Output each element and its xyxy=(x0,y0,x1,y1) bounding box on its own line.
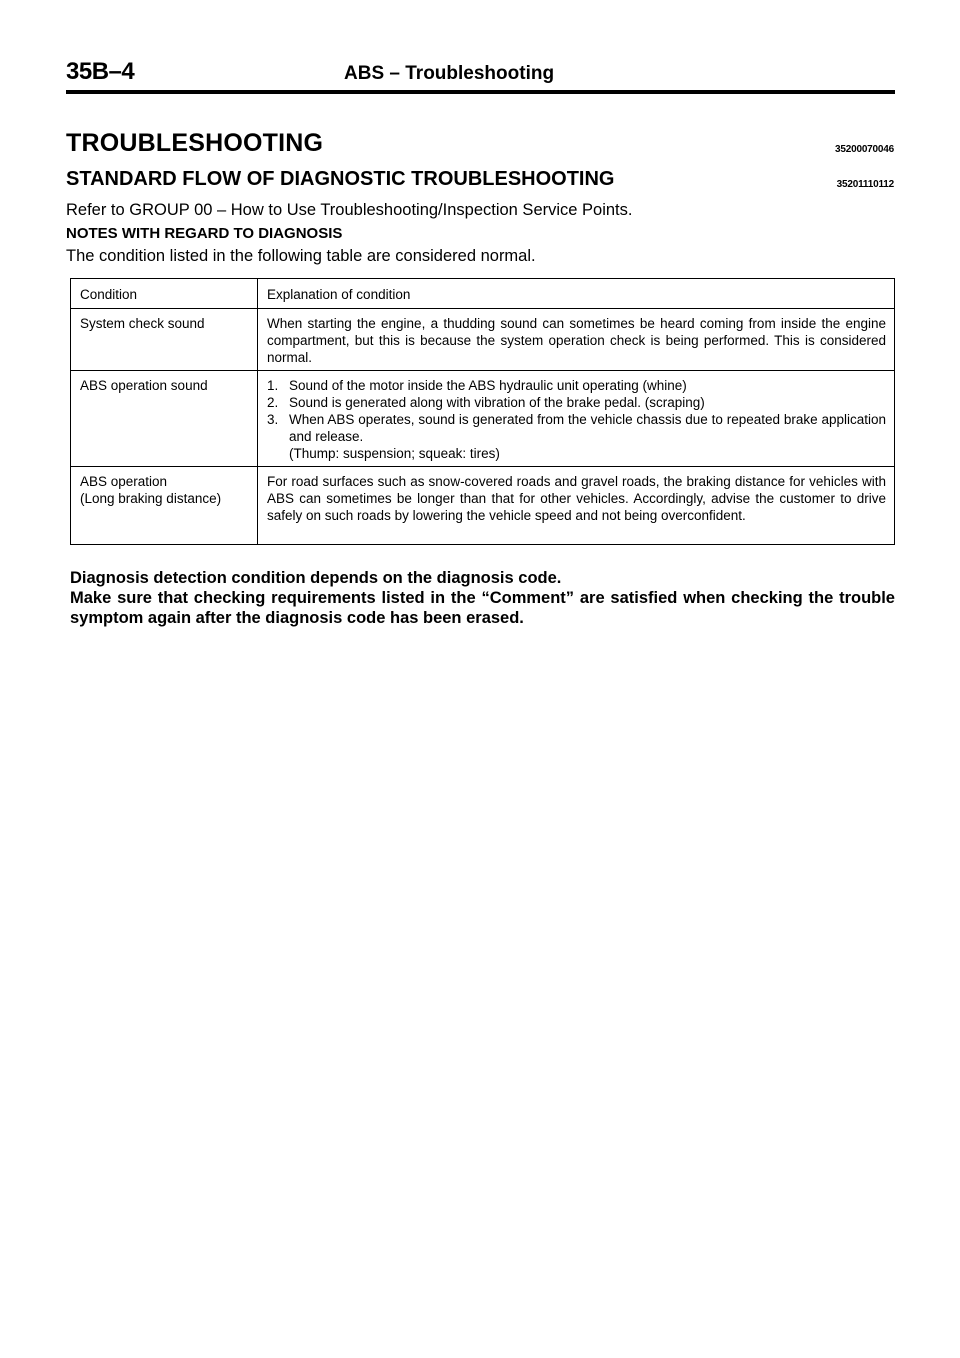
section-title: ABS – Troubleshooting xyxy=(344,63,555,84)
item-number: 2. xyxy=(267,395,279,410)
title-code: 35200070046 xyxy=(835,144,894,155)
explanation-cell: When starting the engine, a thudding sound can sometimes be heard coming from inside the engine compartment, but this is because the system operation check is being performed. This is considered normal. xyxy=(258,309,895,371)
list-item xyxy=(267,394,886,411)
condition-label: ABS operation xyxy=(80,474,168,489)
section-heading: STANDARD FLOW OF DIAGNOSTIC TROUBLESHOOTING xyxy=(66,168,615,190)
item-text: Sound is generated along with vibration of the brake pedal. (scraping) xyxy=(289,395,705,410)
page-title: TROUBLESHOOTING xyxy=(66,129,324,157)
condition-cell: ABS operation sound xyxy=(71,371,258,467)
item-text: When ABS operates, sound is generated from the vehicle chassis due to repeated brake application and release. xyxy=(289,412,886,444)
item-text: Sound of the motor inside the ABS hydraulic unit operating (whine) xyxy=(289,378,687,393)
list-item xyxy=(267,377,886,394)
notes-heading: NOTES WITH REGARD TO DIAGNOSIS xyxy=(66,225,343,242)
table-row xyxy=(71,371,895,467)
item-note: (Thump: suspension; squeak: tires) xyxy=(289,446,500,461)
conditions-table xyxy=(70,278,895,545)
condition-cell xyxy=(71,467,258,545)
table-row xyxy=(71,467,895,545)
condition-sublabel: (Long braking distance) xyxy=(80,491,222,506)
page-header xyxy=(66,58,896,92)
notes-intro: The condition listed in the following table are considered normal. xyxy=(66,247,536,265)
page-number: 35B–4 xyxy=(66,58,135,85)
item-number: 1. xyxy=(267,378,279,393)
column-header-condition: Condition xyxy=(71,279,258,309)
item-number: 3. xyxy=(267,412,279,427)
footer-line: Make sure that checking requirements listed in the “Comment” are satisfied when checking the trouble symptom again after the diagnosis code has been erased. xyxy=(70,589,895,627)
condition-cell: System check sound xyxy=(71,309,258,371)
table-header-row xyxy=(71,279,895,309)
column-header-explanation: Explanation of condition xyxy=(258,279,895,309)
footer-line: Diagnosis detection condition depends on the diagnosis code. xyxy=(70,569,562,587)
explanation-cell xyxy=(258,371,895,467)
explanation-cell: For road surfaces such as snow-covered roads and gravel roads, the braking distance for vehicles with ABS can sometimes be longer than that for other vehicles. Accordingly, advise the customer to drive safely on such roads by lowering the vehicle speed and not being overconfident. xyxy=(258,467,895,545)
list-item xyxy=(267,411,886,445)
section-code: 35201110112 xyxy=(836,179,894,190)
footer-notes xyxy=(70,568,895,628)
header-divider xyxy=(66,90,895,94)
reference-text: Refer to GROUP 00 – How to Use Troubleshooting/Inspection Service Points. xyxy=(66,201,633,219)
table-row xyxy=(71,309,895,371)
